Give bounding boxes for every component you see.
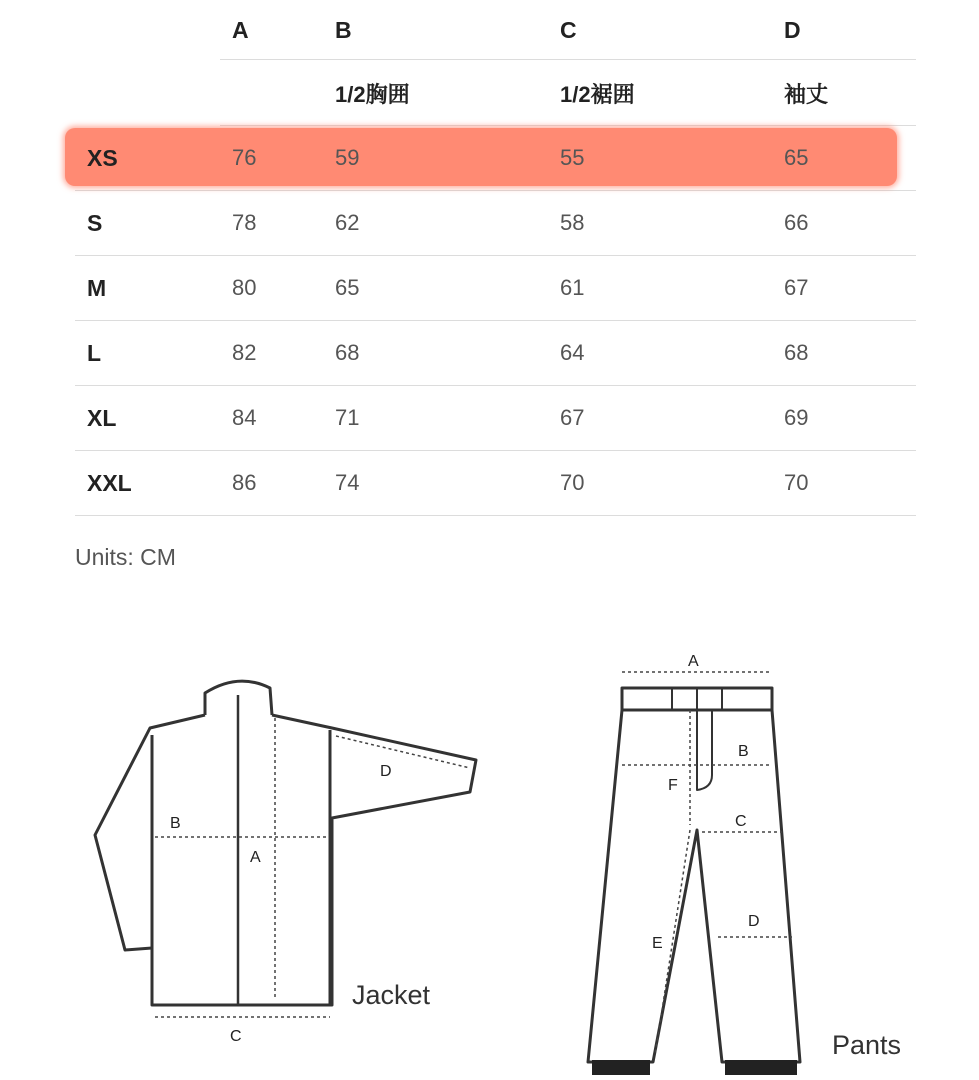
jacket-label-d: D xyxy=(380,763,392,780)
value-a: 84 xyxy=(232,405,257,430)
value-c: 58 xyxy=(560,210,585,235)
value-c: 64 xyxy=(560,340,585,365)
table-row-l xyxy=(75,321,916,386)
garment-diagram-svg xyxy=(0,600,979,1080)
value-b: 62 xyxy=(335,210,360,235)
value-d: 65 xyxy=(784,145,809,170)
table-row-m xyxy=(75,256,916,321)
units-note: Units: CM xyxy=(75,544,176,570)
col-header-c: C xyxy=(560,16,577,43)
col-header-b: B xyxy=(335,16,352,43)
value-a: 76 xyxy=(232,145,257,170)
pants-left-hem xyxy=(592,1060,650,1075)
jacket-label-a: A xyxy=(250,849,261,866)
value-b: 71 xyxy=(335,405,360,430)
col-header-d: D xyxy=(784,16,801,43)
pants-label-b: B xyxy=(738,743,749,760)
size-label: XXL xyxy=(87,469,132,496)
value-c: 70 xyxy=(560,470,585,495)
col-name-b: 1/2胸囲 xyxy=(335,81,410,107)
value-a: 78 xyxy=(232,210,257,235)
col-name-c: 1/2裾囲 xyxy=(560,81,635,107)
header-letters-row xyxy=(75,0,916,60)
value-a: 86 xyxy=(232,470,257,495)
row-highlight xyxy=(65,128,897,186)
value-b: 68 xyxy=(335,340,360,365)
jacket-label-c: C xyxy=(230,1028,242,1045)
pants-measure-lines xyxy=(622,672,792,1055)
pants-label-e: E xyxy=(652,935,663,952)
value-d: 68 xyxy=(784,340,809,365)
value-a: 82 xyxy=(232,340,257,365)
value-d: 70 xyxy=(784,470,809,495)
pants-label-a: A xyxy=(688,653,699,670)
col-header-a: A xyxy=(232,16,249,43)
pants-right-hem xyxy=(725,1060,797,1075)
pants-outline xyxy=(588,710,800,1062)
value-d: 69 xyxy=(784,405,809,430)
value-d: 66 xyxy=(784,210,809,235)
col-name-d: 袖丈 xyxy=(784,81,829,107)
value-b: 65 xyxy=(335,275,360,300)
size-label: L xyxy=(87,339,102,366)
pants-label-f: F xyxy=(668,777,678,794)
value-a: 80 xyxy=(232,275,257,300)
jacket-label-b: B xyxy=(170,815,181,832)
value-c: 55 xyxy=(560,145,585,170)
value-b: 59 xyxy=(335,145,360,170)
value-b: 74 xyxy=(335,470,360,495)
pants-label-d: D xyxy=(748,913,760,930)
pants-label-c: C xyxy=(735,813,747,830)
pants-diagram xyxy=(588,688,800,1062)
jacket-diagram xyxy=(95,681,476,1005)
size-label: M xyxy=(87,274,107,301)
header-names-row xyxy=(75,60,916,126)
table-row-s xyxy=(75,191,916,256)
pants-fly xyxy=(697,710,712,790)
value-c: 61 xyxy=(560,275,585,300)
jacket-caption: Jacket xyxy=(352,980,431,1010)
value-d: 67 xyxy=(784,275,809,300)
value-c: 67 xyxy=(560,405,585,430)
pants-caption: Pants xyxy=(832,1030,902,1060)
table-row-xxl xyxy=(75,451,916,516)
table-row-xl xyxy=(75,386,916,451)
table-row-xs xyxy=(75,126,916,191)
size-label: S xyxy=(87,209,103,236)
measurement-diagrams xyxy=(0,600,979,1080)
jacket-measure-lines xyxy=(155,718,470,1017)
size-label: XS xyxy=(87,144,118,171)
size-label: XL xyxy=(87,404,117,431)
